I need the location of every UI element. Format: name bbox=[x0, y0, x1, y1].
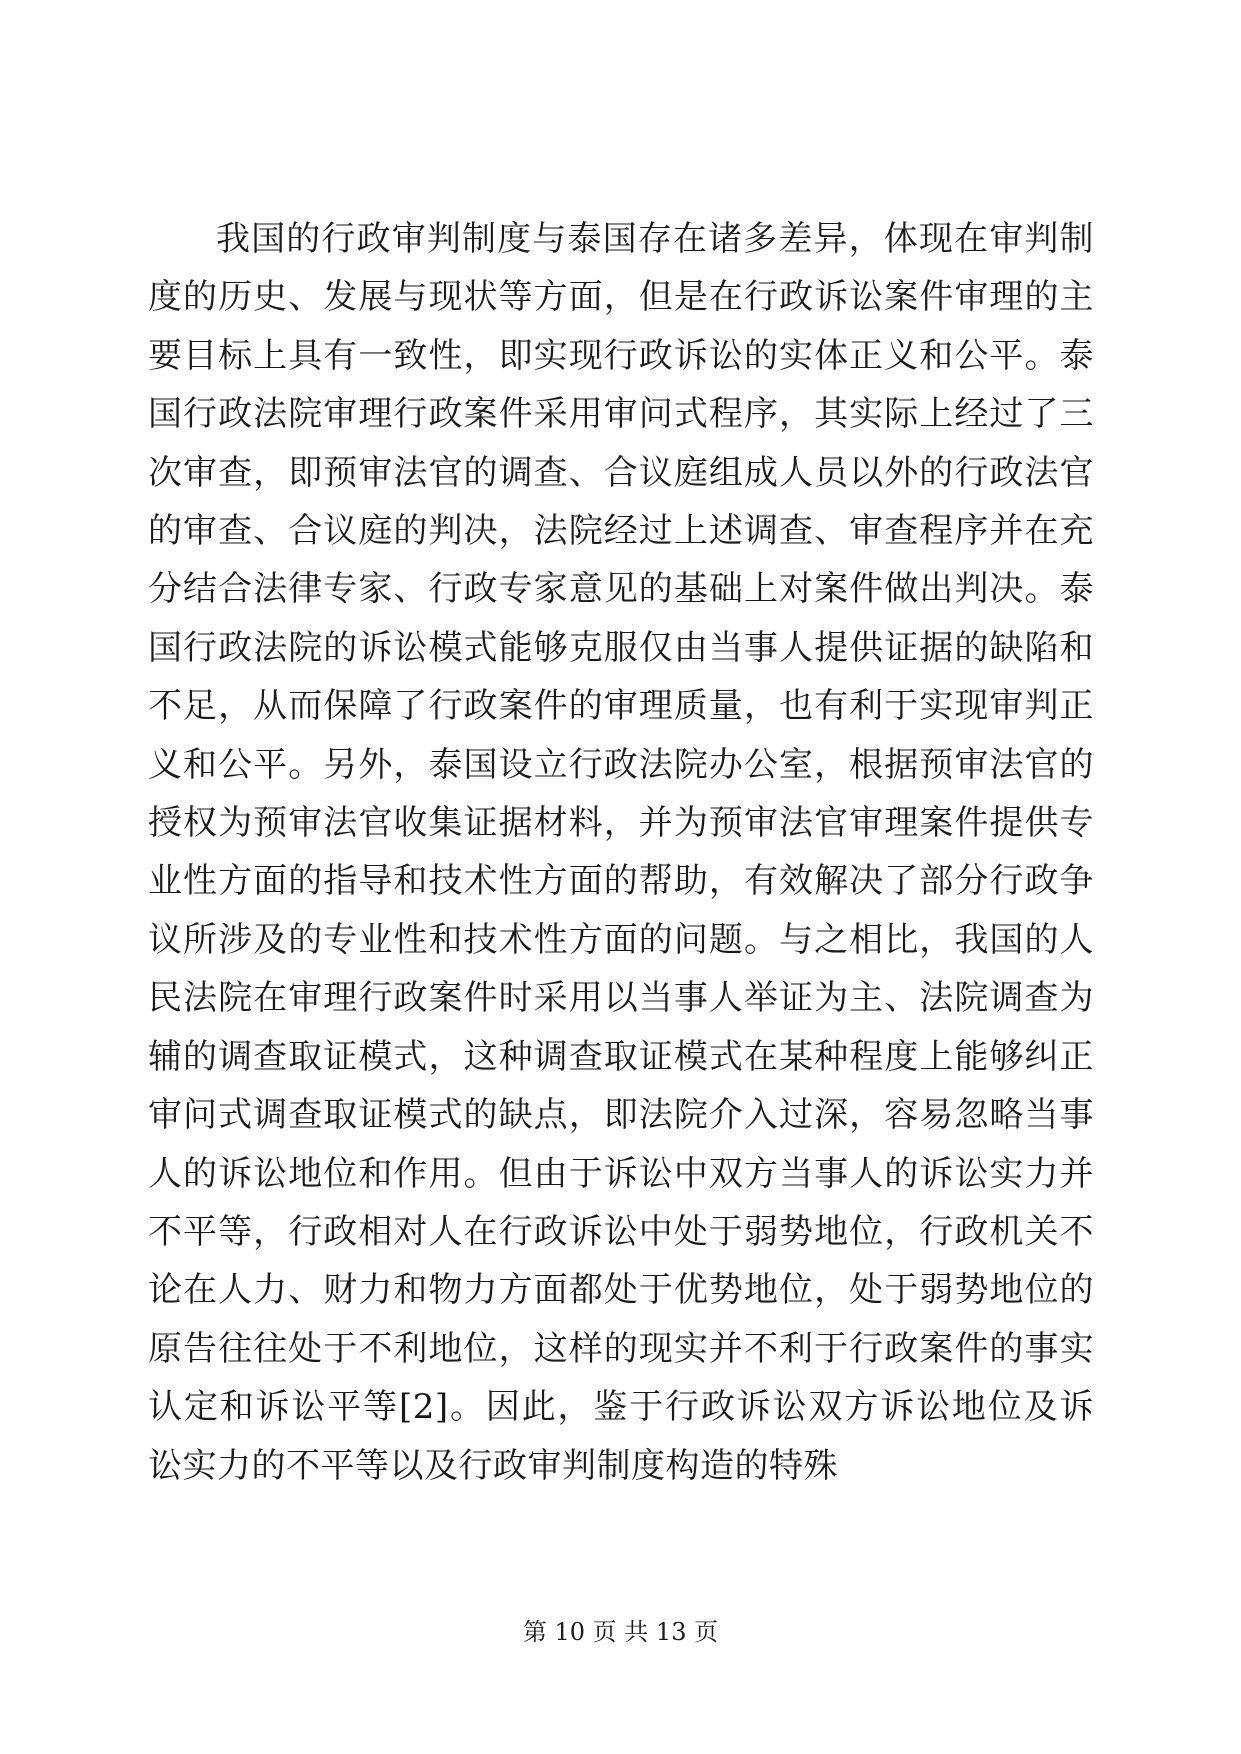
page-footer: 第 10 页 共 13 页 bbox=[522, 1618, 719, 1646]
body-paragraph: 我国的行政审判制度与泰国存在诸多差异，体现在审判制度的历史、发展与现状等方面，但是在行政诉讼案件审理的主要目标上具有一致性，即实现行政诉讼的实体正义和公平。泰国行政法院审理行政案件采用审问式程序，其实际上经过了三次审查，即预审法官的调查、合议庭组成人员以外的行政法官的审查、合议庭的判决，法院经过上述调查、审查程序并在充分结合法律专家、行政专家意见的基础上对案件做出判决。泰国行政法院的诉讼模式能够克服仅由当事人提供证据的缺陷和不足，从而保障了行政案件的审理质量，也有利于实现审判正义和公平。另外，泰国设立行政法院办公室，根据预审法官的授权为预审法官收集证据材料，并为预审法官审理案件提供专业性方面的指导和技术性方面的帮助，有效解决了部分行政争议所涉及的专业性和技术性方面的问题。与之相比，我国的人民法院在审理行政案件时采用以当事人举证为主、法院调查为辅的调查取证模式，这种调查取证模式在某种程度上能够纠正审问式调查取证模式的缺点，即法院介入过深，容易忽略当事人的诉讼地位和作用。但由于诉讼中双方当事人的诉讼实力并不平等，行政相对人在行政诉讼中处于弱势地位，行政机关不论在人力、财力和物力方面都处于优势地位，处于弱势地位的原告往往处于不利地位，这样的现实并不利于行政案件的事实认定和诉讼平等[2]。因此，鉴于行政诉讼双方诉讼地位及诉讼实力的不平等以及行政审判制度构造的特殊 bbox=[148, 219, 1094, 1486]
